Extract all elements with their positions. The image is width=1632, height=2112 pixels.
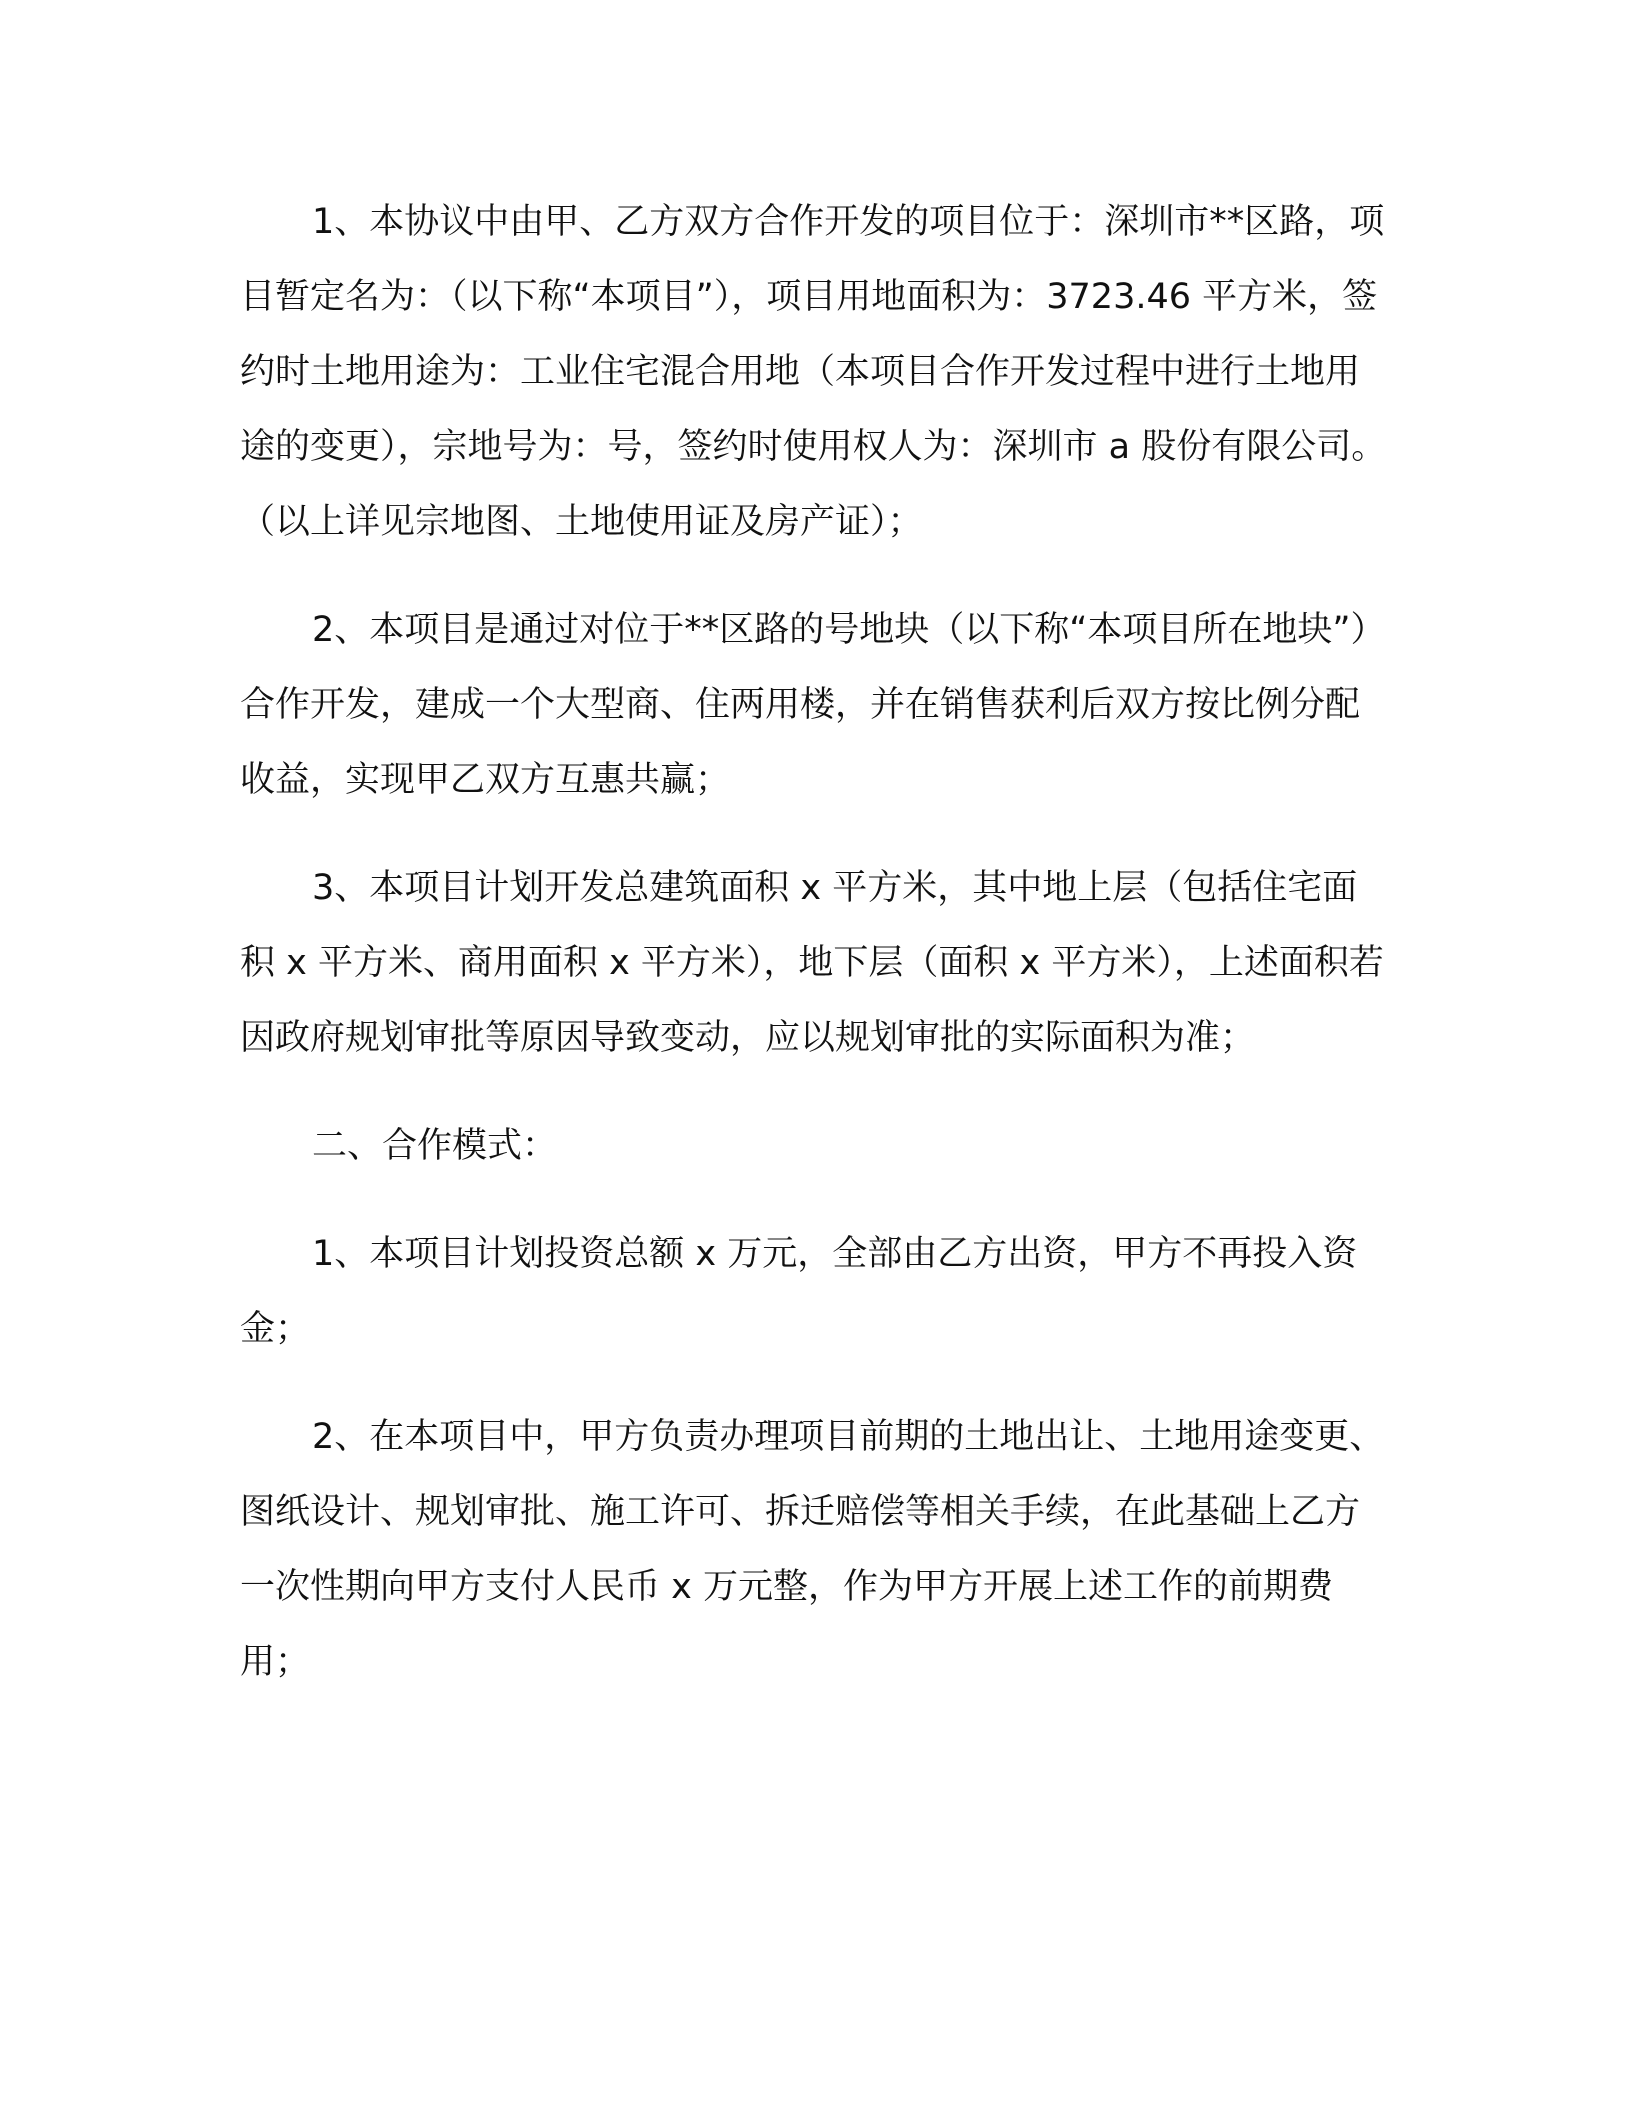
section-paragraph-1: 1、本项目计划投资总额 x 万元，全部由乙方出资，甲方不再投入资金； [240, 1234, 1358, 1349]
section-heading: 二、合作模式： [312, 1126, 558, 1166]
paragraph-1: 1、本协议中由甲、乙方双方合作开发的项目位于：深圳市**区路，项目暂定名为：（以下称“本项目”），项目用地面积为：3723.46 平方米，签约时土地用途为：工业住宅混合用地（本项目合作开发过程中进行土地用途的变更），宗地号为：号，签约时使用权人为：深圳市 a 股份有限公司。（以上详见宗地图、土地使用证及房产证）； [240, 202, 1387, 542]
paragraph-3: 3、本项目计划开发总建筑面积 x 平方米，其中地上层（包括住宅面积 x 平方米、商用面积 x 平方米），地下层（面积 x 平方米），上述面积若因政府规划审批等原因导致变动，应以规划审批的实际面积为准； [240, 868, 1384, 1058]
paragraph-2: 2、本项目是通过对位于**区路的号地块（以下称“本项目所在地块”）合作开发，建成一个大型商、住两用楼，并在销售获利后双方按比例分配收益，实现甲乙双方互惠共赢； [240, 610, 1386, 800]
paragraph-spacer [240, 1076, 1392, 1109]
paragraph-spacer [240, 1184, 1392, 1217]
section-paragraph-2: 2、在本项目中，甲方负责办理项目前期的土地出让、土地用途变更、图纸设计、规划审批、施工许可、拆迁赔偿等相关手续，在此基础上乙方一次性期向甲方支付人民币 x 万元整，作为甲方开展上述工作的前期费用； [240, 1417, 1385, 1682]
paragraph-spacer [240, 818, 1392, 851]
document-body [240, 185, 1392, 1700]
paragraph-spacer [240, 1367, 1392, 1400]
paragraph-spacer [240, 560, 1392, 593]
